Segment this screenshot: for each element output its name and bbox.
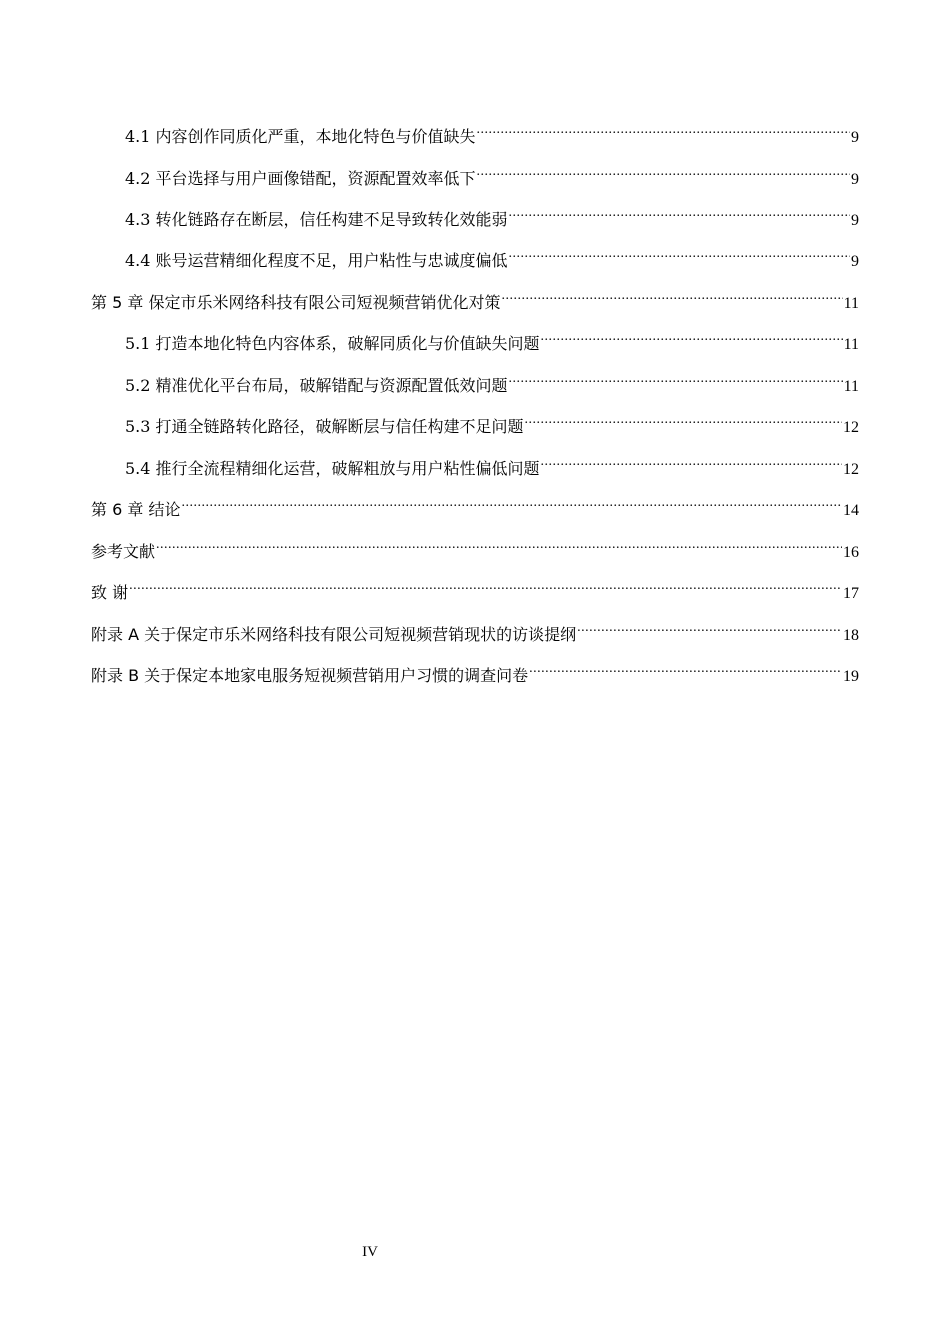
toc-entry-page: 12 <box>843 419 859 436</box>
toc-entry-label: 4.4 账号运营精细化程度不足，用户粘性与忠诚度偏低 <box>125 251 508 270</box>
toc-dot-leader <box>541 450 842 474</box>
toc-entry-4-3[interactable] <box>125 201 859 229</box>
toc-entry-page: 12 <box>843 461 859 478</box>
toc-entry-page: 11 <box>843 378 859 395</box>
toc-dot-leader <box>477 160 850 184</box>
toc-entry-appendix-a[interactable] <box>91 616 859 644</box>
toc-entry-label: 参考文献 <box>91 542 156 561</box>
toc-dot-leader <box>477 118 850 142</box>
toc-entry-page: 17 <box>843 585 859 602</box>
toc-entry-page: 9 <box>851 253 859 270</box>
toc-entry-4-2[interactable] <box>125 160 859 188</box>
toc-entry-page: 9 <box>851 171 859 188</box>
toc-entry-label: 4.1 内容创作同质化严重，本地化特色与价值缺失 <box>125 127 476 146</box>
toc-entry-label: 附录 B 关于保定本地家电服务短视频营销用户习惯的调查问卷 <box>91 666 529 685</box>
toc-entry-chapter-5[interactable] <box>91 284 859 312</box>
toc-dot-leader <box>509 201 850 225</box>
toc-entry-5-2[interactable] <box>125 367 859 395</box>
toc-entry-acknowledgements[interactable] <box>91 574 859 602</box>
toc-entry-4-4[interactable] <box>125 242 859 270</box>
toc-entry-5-3[interactable] <box>125 408 859 436</box>
toc-dot-leader <box>525 408 842 432</box>
toc-entry-label: 第 5 章 保定市乐米网络科技有限公司短视频营销优化对策 <box>91 293 501 312</box>
toc-dot-leader <box>509 367 843 391</box>
toc-entry-page: 11 <box>843 336 859 353</box>
toc-entry-label: 5.2 精准优化平台布局，破解错配与资源配置低效问题 <box>125 376 508 395</box>
toc-dot-leader <box>577 616 842 640</box>
toc-dot-leader <box>129 574 842 598</box>
toc-entry-chapter-6[interactable] <box>91 491 859 519</box>
toc-entry-label: 4.3 转化链路存在断层，信任构建不足导致转化效能弱 <box>125 210 508 229</box>
toc-entry-label: 5.3 打通全链路转化路径，破解断层与信任构建不足问题 <box>125 417 524 436</box>
toc-entry-references[interactable] <box>91 533 859 561</box>
toc-entry-label: 4.2 平台选择与用户画像错配，资源配置效率低下 <box>125 169 476 188</box>
toc-dot-leader <box>509 242 850 266</box>
toc-entry-label: 附录 A 关于保定市乐米网络科技有限公司短视频营销现状的访谈提纲 <box>91 625 577 644</box>
toc-entry-appendix-b[interactable] <box>91 657 859 685</box>
toc-dot-leader <box>541 325 843 349</box>
toc-entry-5-4[interactable] <box>125 450 859 478</box>
toc-entry-page: 9 <box>851 129 859 146</box>
toc-entry-label: 致 谢 <box>91 583 129 602</box>
toc-entry-page: 19 <box>843 668 859 685</box>
toc-entry-label: 第 6 章 结论 <box>91 500 181 519</box>
page-number: IV <box>362 1244 378 1260</box>
toc-entry-page: 16 <box>843 544 859 561</box>
toc-entry-label: 5.1 打造本地化特色内容体系，破解同质化与价值缺失问题 <box>125 334 540 353</box>
toc-entry-page: 11 <box>843 295 859 312</box>
toc-dot-leader <box>156 533 842 557</box>
toc-entry-5-1[interactable] <box>125 325 859 353</box>
toc-entry-4-1[interactable] <box>125 118 859 146</box>
toc-dot-leader <box>181 491 842 515</box>
toc-entry-page: 18 <box>843 627 859 644</box>
toc-entry-page: 9 <box>851 212 859 229</box>
toc-dot-leader <box>501 284 842 308</box>
toc-entry-label: 5.4 推行全流程精细化运营，破解粗放与用户粘性偏低问题 <box>125 459 540 478</box>
toc-dot-leader <box>529 657 842 681</box>
toc-entry-page: 14 <box>843 502 859 519</box>
